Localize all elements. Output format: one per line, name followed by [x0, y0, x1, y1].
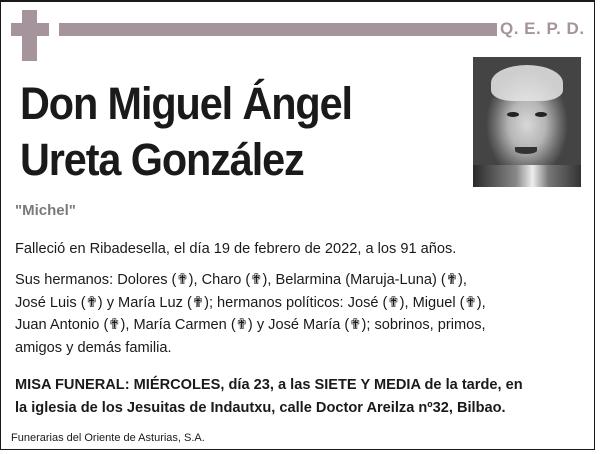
photo-shirt	[473, 165, 581, 187]
portrait-photo	[473, 57, 581, 187]
funeral-home: Funerarias del Oriente de Asturias, S.A.	[11, 432, 205, 444]
photo-eye-right	[535, 112, 547, 117]
header-rule	[59, 23, 497, 36]
deceased-name	[20, 76, 352, 188]
name-line-2: Ureta González	[20, 134, 304, 185]
funeral-line-2: la iglesia de los Jesuitas de Indautxu, calle Doctor Areilza nº32, Bilbao.	[15, 399, 506, 416]
funeral-line-1: MISA FUNERAL: MIÉRCOLES, día 23, a las SIETE Y MEDIA de la tarde, en	[15, 377, 523, 393]
family-line-4: amigos y demás familia.	[15, 339, 172, 356]
funeral-mass-info	[15, 374, 585, 419]
family-line-3: Juan Antonio (✟), María Carmen (✟) y José María (✟); sobrinos, primos,	[15, 317, 486, 333]
photo-hair	[491, 65, 563, 101]
latin-cross-icon-arm	[11, 23, 49, 36]
death-notice: Falleció en Ribadesella, el día 19 de febrero de 2022, a los 91 años.	[15, 241, 457, 257]
family-line-1: Sus hermanos: Dolores (✟), Charo (✟), Belarmina (Maruja-Luna) (✟),	[15, 272, 467, 288]
photo-eye-left	[507, 112, 519, 117]
photo-mouth	[515, 147, 537, 154]
name-line-1: Don Miguel Ángel	[20, 78, 352, 129]
nickname: "Michel"	[15, 202, 76, 219]
qepd-label: Q. E. P. D.	[500, 19, 585, 38]
family-line-2: José Luis (✟) y María Luz (✟); hermanos políticos: José (✟), Miguel (✟),	[15, 294, 486, 311]
family-list	[15, 269, 585, 359]
